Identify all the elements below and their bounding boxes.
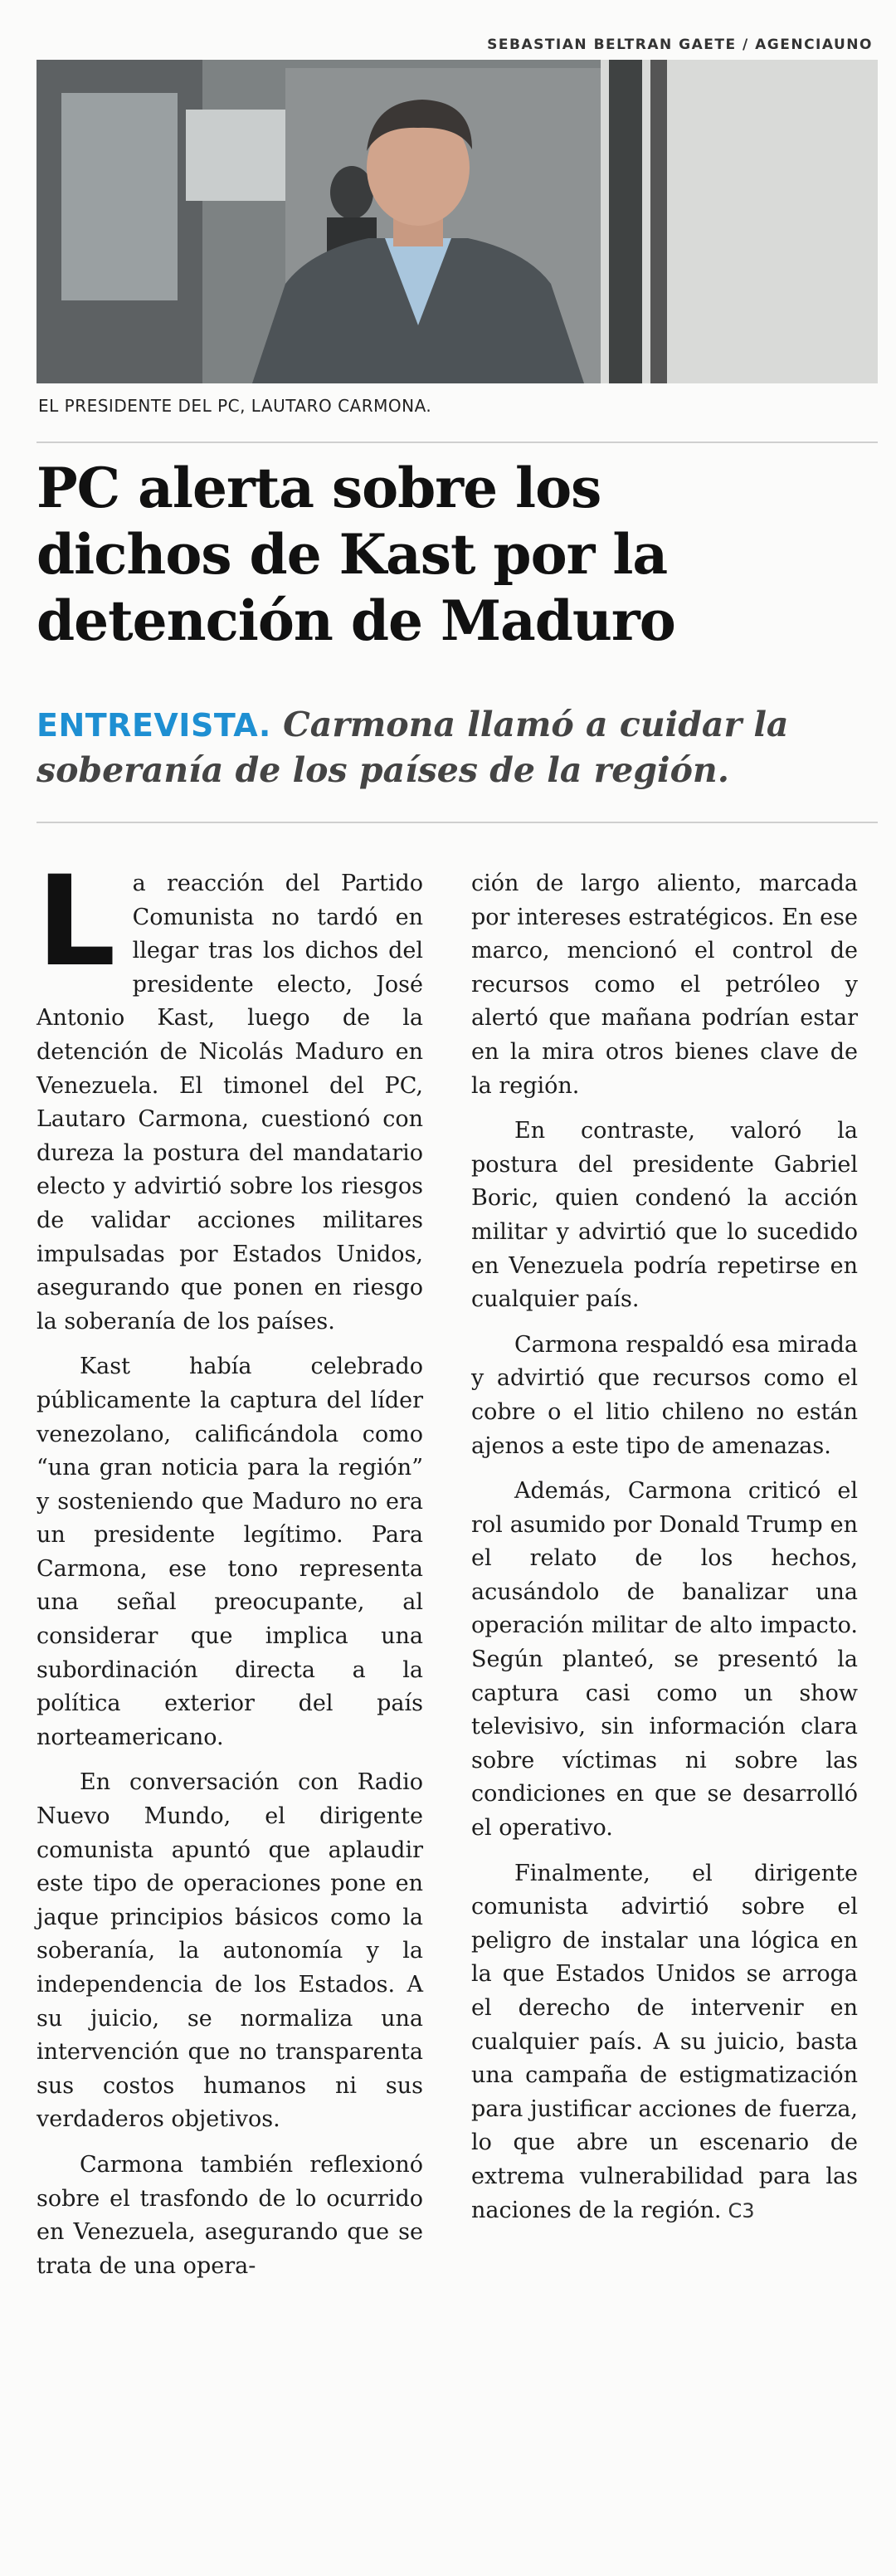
headline-line: dichos de Kast por la: [37, 522, 668, 587]
paragraph: En contraste, valoró la postura del presidente Gabriel Boric, quien condenó la acción militar y advirtió que lo sucedido en Venezuela podría repetirse en cualquier país.: [471, 1118, 858, 1313]
article-photo: [37, 60, 878, 383]
photo-caption: EL PRESIDENTE DEL PC, LAUTARO CARMONA.: [38, 396, 432, 416]
deck-divider: [37, 822, 878, 823]
paragraph: ción de largo aliento, marcada por intereses estratégicos. En ese marco, mencionó el control de recursos como el petróleo y alertó que mañana podrían estar en la mira otros bienes clave de la región.: [471, 871, 858, 1099]
paragraph: Carmona también reflexionó sobre el trasfondo de lo ocurrido en Venezuela, asegurando que se trata de una opera-: [37, 2151, 423, 2279]
paragraph-text: a reacción del Partido Comunista no tardó en llegar tras los dichos del presidente electo, José Antonio Kast, luego de la detención de Nicolás Maduro en Venezuela. El timonel del PC, Lautaro Carmona, cuestionó con dureza la postura del mandatario electo y advirtió sobre los riesgos de validar acciones militares impulsadas por Estados Unidos, asegurando que ponen en riesgo la soberanía de los países.: [37, 871, 423, 1334]
paragraph: Carmona respaldó esa mirada y advirtió que recursos como el cobre o el litio chileno no están ajenos a este tipo de amenazas.: [471, 1331, 858, 1459]
article-column-left: [37, 850, 423, 2283]
paragraph: En conversación con Radio Nuevo Mundo, el dirigente comunista apuntó que aplaudir este tipo de operaciones pone en jaque principios básicos como la soberanía, la autonomía y la independencia de los Estados. A su juicio, se normaliza una intervención que no transparenta sus costos humanos ni sus verdaderos objetivos.: [37, 1769, 423, 2133]
article-column-right: [471, 867, 858, 2227]
photo-illustration: [37, 60, 878, 383]
paragraph: Kast había celebrado públicamente la captura del líder venezolano, calificándola como “una gran noticia para la región” y sosteniendo que Maduro no era un presidente legítimo. Para Carmona, ese tono representa una señal preocupante, al considerar que implica una subordinación directa a la política exterior del país norteamericano.: [37, 1354, 423, 1750]
headline-line: PC alerta sobre los: [37, 456, 601, 520]
headline: [37, 455, 883, 654]
drop-cap: L: [37, 850, 116, 994]
kicker: ENTREVISTA.: [37, 707, 271, 744]
deck-line: Carmona llamó a cuidar la: [283, 705, 789, 744]
deck: [37, 702, 883, 793]
paragraph-text: Finalmente, el dirigente comunista advirtió sobre el peligro de instalar una lógica en la que Estados Unidos se arroga el derecho de intervenir en cualquier país. A su juicio, basta una campaña de estigmatización para justificar acciones de fuerza, lo que abre un escenario de extrema vulnerabilidad para las naciones de la región.: [471, 1860, 858, 2223]
end-mark: C3: [728, 2198, 755, 2222]
caption-divider: [37, 442, 878, 443]
deck-line: soberanía de los países de la región.: [37, 750, 730, 790]
paragraph: [471, 1857, 858, 2228]
paragraph: Además, Carmona criticó el rol asumido por Donald Trump en el relato de los hechos, acusándolo de banalizar una operación militar de alto impacto. Según planteó, se presentó la captura casi como un show televisivo, sin información clara sobre víctimas ni sobre las condiciones en que se desarrolló el operativo.: [471, 1478, 858, 1842]
photo-credit: SEBASTIAN BELTRAN GAETE / AGENCIAUNO: [487, 37, 873, 53]
headline-line: detención de Maduro: [37, 588, 675, 653]
paragraph: [37, 850, 423, 1339]
